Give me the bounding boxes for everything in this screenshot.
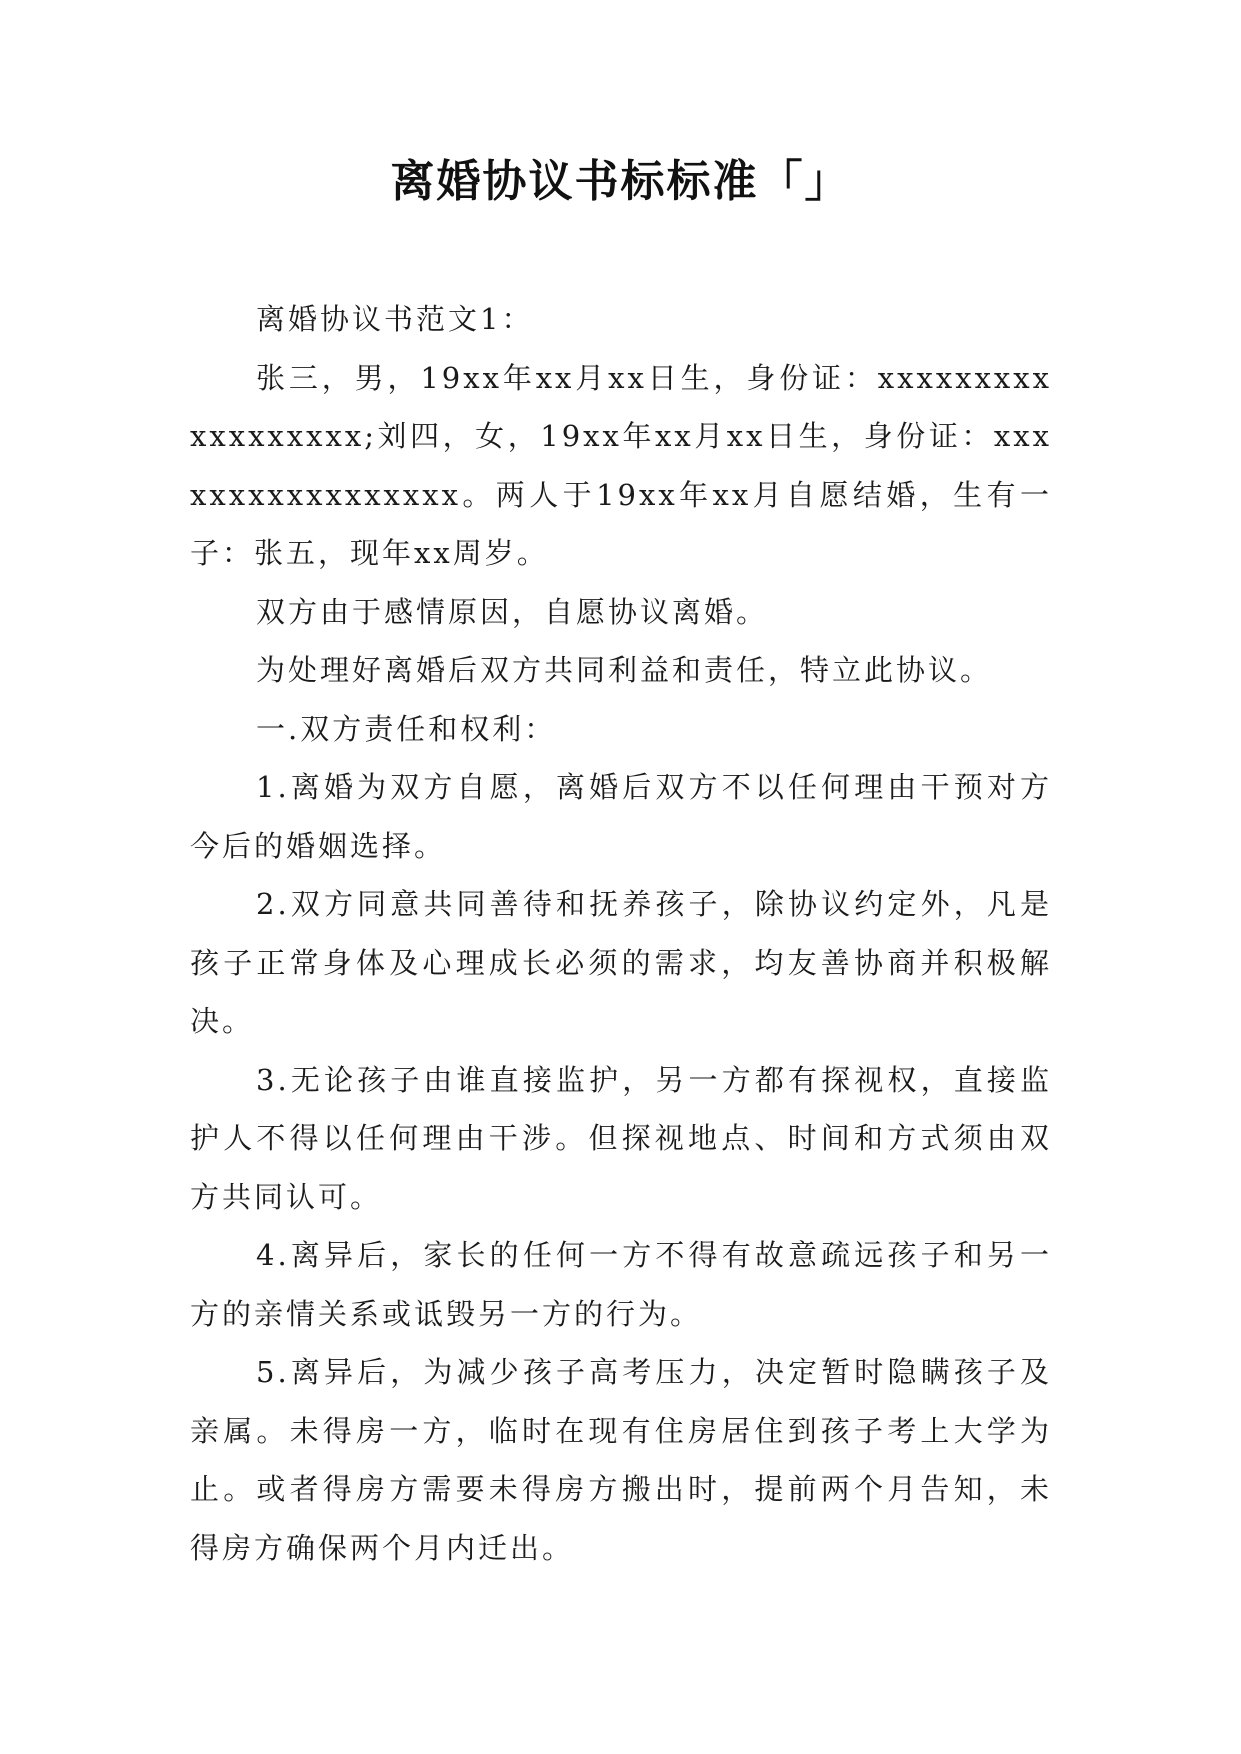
paragraph-reason: 双方由于感情原因，自愿协议离婚。 (256, 594, 769, 629)
document-title: 离婚协议书标标准「」 (390, 156, 851, 207)
clause-2: 2.双方同意共同善待和抚养孩子，除协议约定外，凡是孩子正常身体及心理成长必须的需求，均友善协商并积极解决。 (190, 887, 1052, 1038)
paragraph-purpose: 为处理好离婚后双方共同利益和责任，特立此协议。 (256, 653, 993, 687)
clause-4: 4.离异后，家长的任何一方不得有故意疏远孩子和另一方的亲情关系或诋毁另一方的行为。 (190, 1238, 1052, 1331)
clause-5: 5.离异后，为减少孩子高考压力，决定暂时隐瞒孩子及亲属。未得房一方，临时在现有住房居住到孩子考上大学为止。或者得房方需要未得房方搬出时，提前两个月告知，未得房方确保两个月内迁出。 (190, 1355, 1052, 1565)
paragraph-heading-sample: 离婚协议书范文1： (256, 302, 534, 336)
clause-3: 3.无论孩子由谁直接监护，另一方都有探视权，直接监护人不得以任何理由干涉。但探视地点、时间和方式须由双方共同认可。 (190, 1062, 1052, 1214)
section-heading-responsibilities: 一.双方责任和权利： (256, 711, 557, 746)
clause-1: 1.离婚为双方自愿，离婚后双方不以任何理由干预对方今后的婚姻选择。 (190, 770, 1052, 863)
paragraph-parties: 张三，男，19xx年xx月xx日生，身份证：xxxxxxxxxxxxxxxxxx;刘四，女，19xx年xx月xx日生，身份证：xxxxxxxxxxxxxxxxx。两人于19xx年xx月自愿结婚，生有一子：张五，现年xx周岁。 (190, 360, 1052, 570)
document-body (190, 290, 1052, 1577)
